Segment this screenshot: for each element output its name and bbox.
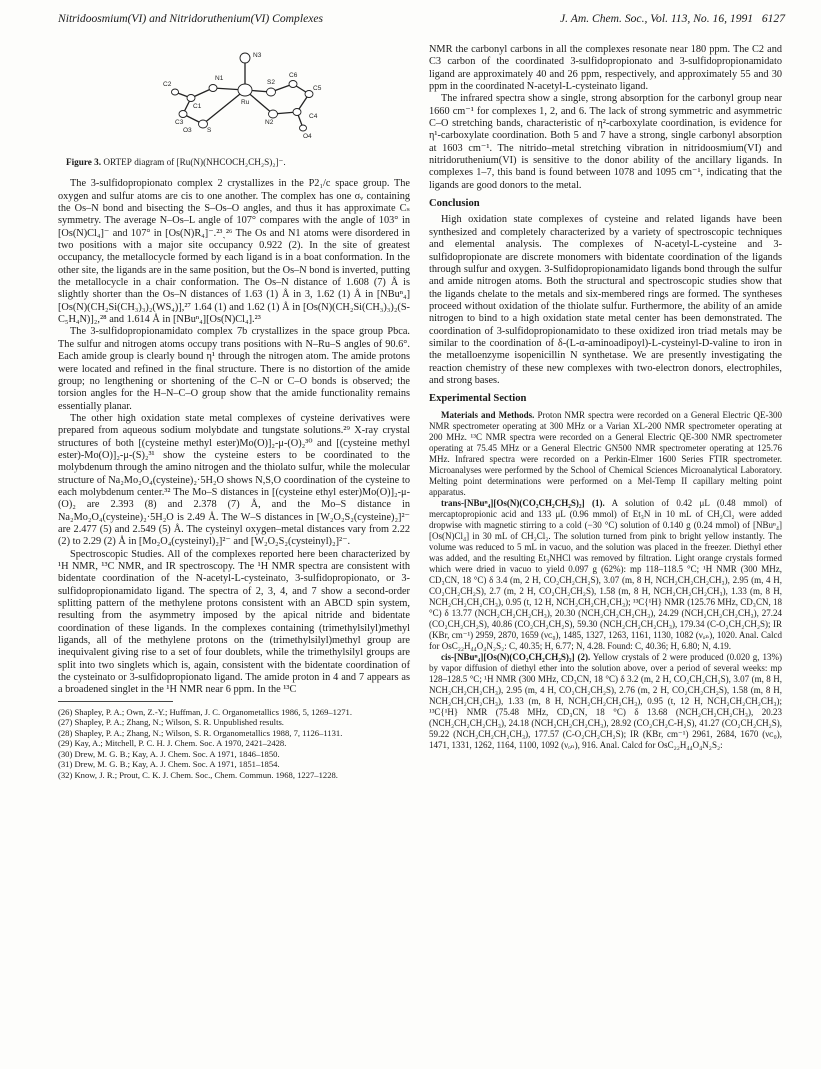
ortep-diagram	[153, 40, 323, 148]
caption-method: ORTEP	[103, 157, 132, 167]
paragraph: High oxidation state complexes of cysteine and related ligands have been synthesized and completely characterized by a variety of spectroscopic techniques and elemental analysis. The complexes of N-acetyl-L-cysteine and 3-sulfidopropionate are discrete monomers with bidentate coordination of the ligands through sulfur and oxygen. 3-Sulfidopropionamidato ligands bond through the sulfur and amide nitrogen atoms. Both the structural and spectroscopic studies show that the ligands chelate to the metals and six-membered rings are formed. The syntheses proceed without oxidation of the thiolate sulfur. Furthermore, the ability of an amide nitrogen to bind to a high oxidation state metal center has been demonstrated. The coordination of 3-sulfidopropionamidato to these oxidized iron triad metals may be similar to the coordination of δ-(L-α-aminoadipoyl)-L-cysteinyl-D-valine to iron in the metalloenzyme isopenicillin N synthetase. We are presently investigating the reaction chemistry of these new complexes with two-electron donors, electrophiles, and strong bases.	[429, 214, 782, 386]
atom-label: N1	[215, 75, 224, 82]
left-column	[58, 38, 410, 780]
paragraph: The infrared spectra show a single, strong absorption for the carbonyl group near 1660 cm⁻¹ for complexes 1, 2, and 6. The lack of strong symmetric and asymmetric C–O stretching bands, characteristic of η²-carboxylate coordination, is evidence for η¹-carboxylate coordination. Both 5 and 7 have a strong, single carbonyl absorption at 1603 cm⁻¹. The nitrido–metal stretching vibration in nitridoosmium(VI) and nitridoruthenium(VI) is sensitive to the donor ability of the ancillary ligands. In complexes 1–7, this band is found between 1078 and 1095 cm⁻¹, indicating that the ligands are good donors to the metal.	[429, 93, 782, 191]
atom-label: C5	[313, 85, 322, 92]
atom-label: C4	[309, 113, 318, 120]
section-heading-experimental: Experimental Section	[429, 393, 527, 405]
paragraph: NMR the carbonyl carbons in all the complexes resonate near 180 ppm. The C2 and C3 carbon of the coordinated 3-sulfidopropionato and 3-sulfidopropionamidato ligand are approximately 40 and 26 ppm, respectively, and approximately 55 and 30 ppm in the coordinated N-acetyl-L-cysteinato ligand.	[429, 44, 782, 93]
atom-label: O3	[183, 127, 192, 134]
paragraph-text: Yellow crystals of 2 were produced (0.020 g, 13%) by vapor diffusion of diethyl ether into the solution above, over a period of several weeks: mp 128–128.5 °C; ¹H NMR (300 MHz, CD₃CN, 18 °C) δ 3.2 (m, 2 H, CO₂CH₂CH₂S), 3.07 (m, 8 H, NCH₂CH₂CH₂CH₃), 2.95 (m, 4 H, CO₂CH₂CH₂S), 2.76 (m, 2 H, CO₂CH₂CH₂S), 1.58 (m, 8 H, NCH₂CH₂CH₂CH₃), 1.33 (m, 8 H, NCH₂CH₂CH₂CH₃), 0.95 (t, 12 H, NCH₂CH₂CH₂CH₃); ¹³C{¹H} NMR (75.48 MHz, CD₃CN, 18 °C) δ 13.68 (NCH₂CH₂CH₂CH₃), 20.23 (NCH₂CH₂CH₂CH₃), 24.18 (NCH₂CH₂CH₂CH₃), 28.92 (CO₂CH₂C-H₂S), 41.27 (CO₂CH₂CH₂S), 59.22 (NCH₂CH₂CH₂CH₃), 177.57 (C-O₂CH₂CH₂S); IR (KBr, cm⁻¹) 2961, 2684, 1670 (νᴄ₀), 1471, 1331, 1262, 1164, 1100, 1092 (νₒₙ), 916. Anal. Calcd for OsC₂₂H₄₄O₄N₂S₂:	[429, 651, 782, 750]
caption-label: Figure 3.	[66, 157, 102, 167]
reference-item: (32) Know, J. R.; Prout, C. K. J. Chem. Soc., Chem. Commun. 1968, 1227–1228.	[58, 769, 338, 780]
atom-label: C2	[163, 81, 172, 88]
reference-item: (27) Shapley, P. A.; Zhang, N.; Wilson, S. R. Unpublished results.	[58, 717, 284, 728]
caption-text: diagram of [Ru(N)(NHCOCH₂CH₂S)₂]⁻.	[134, 157, 286, 167]
atom-label: S2	[267, 79, 275, 86]
reference-item: (29) Kay, A.; Mitchell, P. C. H. J. Chem. Soc. A 1970, 2421–2428.	[58, 738, 287, 749]
atom-label: S	[207, 127, 212, 134]
paragraph: The 3-sulfidopropionamidato complex 7b crystallizes in the space group Pbca. The sulfur and nitrogen atoms occupy trans positions with N–Ru–S angles of 90.6°. Each amide group is clearly bound η¹ through the nitrogen atom. The amide protons were located and refined in the final structure. There is no distortion of the amide group; no lengthening or shortening of the C–N or C–O bonds is observed; the torsion angles for the H–N–C–O group show that the amide functionality remains essentially planar.	[58, 326, 410, 412]
paragraph: The 3-sulfidopropionato complex 2 crystallizes in the P2₁/c space group. The oxygen and sulfur atoms are cis to one another. The complex has one σᵥ containing the Os–N bond and bisecting the S–Os–O angles, and thus it has approximate Cₛ symmetry. The average N–Os–L angle of 107° compares with the angle of 103° in [Os(N)Cl₄]⁻ and 107° in [Os(N)R₄]⁻.²³ˏ²⁶ The Os and N1 atoms were disordered in two positions with a major site occupancy 0.922 (2). In the site of greatest occupancy, the metallocycle formed by each ligand is in a boat conformation. In the other site, the ligands are in the same position, but the Os–N bond is inverted, putting the metallocycle in a chair conformation. The Os–N distance of 1.608 (7) Å is slightly shorter than the Os–N distances of 1.63 (1) Å in 3, 1.62 (1) Å in [NBuⁿ₄][Os(N)(CH₂Si(CH₃)₃)₂(WS₄)],²⁷ 1.64 (1) and 1.62 (1) Å in [Os(N)(CH₂Si(CH₃)₃)₂(S-C₅H₄N)]₂,²⁸ and 1.614 Å in [NBuⁿ₄][Os(N)Cl₄].²³	[58, 178, 410, 326]
atom-label: N2	[265, 119, 274, 126]
reference-item: (31) Drew, M. G. B.; Kay, A. J. Chem. Soc. A 1971, 1851–1854.	[58, 759, 280, 770]
page-header	[58, 12, 785, 30]
right-column	[429, 44, 782, 751]
figure-ortep	[58, 40, 410, 150]
run-in-heading: cis-[NBuⁿ₄][Os(N)(CO₂CH₂CH₂S)₂] (2).	[441, 651, 591, 662]
section-heading-conclusion: Conclusion	[429, 198, 480, 210]
paragraph-text: A solution of 0.42 μL (0.48 mmol) of mercaptopropionic acid and 133 μL (0.96 mmol) of Et₃N in 10 mL of CH₂Cl₂ were added dropwise with magnetic stirring to a cold (−30 °C) solution of 0.140 g (0.24 mmol) of [NBuⁿ₄][Os(N)Cl₄] in 30 mL of CH₂Cl₂. The solution turned from pink to bright yellow instantly. The volume was reduced to 5 mL in vacuo, and the solution was placed in the freezer. Diethyl ether was added, and the resulting Et₃NHCl was removed by filtration. Light orange crystals formed which were dried in vacuo to yield 0.097 g (62%): mp 118–118.5 °C; ¹H NMR (300 MHz, CD₃CN, 18 °C) δ 3.4 (m, 2 H, CO₂CH₂CH₂S), 3.07 (m, 8 H, NCH₂CH₂CH₂CH₃), 2.95 (m, 4 H, CO₂CH₂CH₂S), 2.7 (m, 2 H, CO₂CH₂CH₂S), 1.58 (m, 8 H, NCH₂CH₂CH₂CH₃), 1.33 (m, 8 H, NCH₂CH₂CH₂CH₃), 0.95 (t, 12 H, NCH₂CH₂CH₂CH₃); ¹³C{¹H} NMR (125.76 MHz, CD₃CN, 18 °C) δ 13.77 (NCH₂CH₂CH₂CH₃), 20.30 (NCH₂CH₂CH₂CH₃), 24.29 (NCH₂CH₂CH₂CH₃), 27.24 (CO₂CH₂CH₂S), 40.86 (CO₂CH₂CH₂S), 59.30 (NCH₂CH₂CH₂CH₃), 179.34 (C-O₂CH₂CH₂S); IR (KBr, cm⁻¹) 2959, 2870, 1659 (νᴄ₀), 1485, 1327, 1263, 1161, 1130, 1082 (νₒₙ), 1020. Anal. Calcd for OsC₂₂H₄₄O₄N₂S₂: C, 40.35; H, 6.77; N, 4.28. Found: C, 40.36; H, 6.80; N, 4.19.	[429, 497, 782, 651]
paragraph: Spectroscopic Studies. All of the complexes reported here been characterized by ¹H NMR, ¹³C NMR, and IR spectroscopy. The ¹H NMR spectra are consistent with bidentate coordination of the N-acetyl-L-cysteinato, 3-sulfidopropionato, or 3-sulfidopropionamidato ligand. The spectra of 2, 3, 4, and 7 show a second-order splitting pattern of the methylene protons consistent with an ABCD spin system, resulting from the asymmetry imposed by the apical nitride and bidentate coordination of these ligands. In the complexes containing (trimethylsilyl)methyl ligands, all of the methylene protons on the (trimethylsilyl)methyl group are inequivalent giving rise to a set of four doublets, while the trimethylsilyl groups are split into two singlets which is, again, consistent with the bidentate coordination of the cysteinato or 3-sulfidopropionato ligand. The amide proton in 4 and 7 appears as a broadened singlet in the ¹H NMR near 6 ppm. In the ¹³C	[58, 548, 410, 696]
reference-item: (26) Shapley, P. A.; Own, Z.-Y.; Huffman, J. C. Organometallics 1986, 5, 1269–1271.	[58, 706, 352, 717]
journal-citation	[560, 12, 785, 25]
page-number: 6127	[761, 12, 785, 25]
atom-label: C3	[175, 119, 184, 126]
paragraph	[429, 498, 782, 652]
reference-item: (30) Drew, M. G. B.; Kay, A. J. Chem. Soc. A 1971, 1846–1850.	[58, 748, 280, 759]
journal-name: J. Am. Chem. Soc., Vol. 113, No. 16, 1991	[560, 12, 754, 25]
paragraph: The other high oxidation state metal complexes of cysteine derivatives were prepared from aqueous sodium molybdate and tungstate solutions.²⁹ X-ray crystal structures of both [(cysteine methyl ester)Mo(O)]₂-μ-(O)₂³⁰ and [(cysteine methyl ester)-Mo(O)]₂-μ-(S)₂³¹ show the cysteine esters to be coordinated to the molybdenum through the amino nitrogen and the thiolato sulfur, while the molecular structure of Na₂Mo₂O₄(cysteine)₂·5H₂O shows N,S,O coordination of the cysteine to each molybdenum center.³² The Mo–S distances in [(cysteine ethyl ester)Mo(O)]₂-μ-(O)₂ are 2.393 (8) and 2.378 (7) Å, and the Mo–S distance in Na₂Mo₂O₄(cysteine)₂·5H₂O is 2.49 Å. The W–S distances in [W₂O₂S₂(cysteine)₂]²⁻ are 2.477 (5) and 2.549 (5) Å. The cysteinyl oxygen–metal distances vary from 2.22 (2) to 2.29 (2) Å in [Mo₂O₄(cysteinyl)₂]²⁻ and [W₂O₂S₂(cysteinyl)₂]²⁻.	[58, 412, 410, 548]
atom-label: N3	[253, 52, 262, 59]
run-in-heading: trans-[NBuⁿ₄][Os(N)(CO₂CH₂CH₂S)₂] (1).	[441, 497, 605, 508]
run-in-heading: Materials and Methods.	[441, 409, 535, 420]
atom-label: C6	[289, 72, 298, 79]
atom-label: C1	[193, 103, 202, 110]
reference-item: (28) Shapley, P. A.; Zhang, N.; Wilson, S. R. Organometallics 1988, 7, 1126–1131.	[58, 727, 343, 738]
atom-label: O4	[303, 133, 312, 140]
paragraph	[429, 652, 782, 751]
atom-label: Ru	[241, 99, 250, 106]
figure-caption	[66, 156, 410, 168]
paragraph-text: Proton NMR spectra were recorded on a General Electric QE-300 NMR spectrometer operating at 300 MHz or a Varian XL-200 NMR spectrometer operating at 200 MHz. ¹³C NMR spectra were recorded on a General Electric QE-300 NMR spectrometer operating at 75.45 MHz or a General Electric GN500 NMR spectrometer operating at 125.76 MHz. Infrared spectra were recorded on a Perkin-Elmer 1600 Series FTIR spectrometer. Microanalyses were performed by the School of Chemical Sciences Microanalytical Laboratory. Melting point determinations were performed on a Mel-Temp II capillary melting point apparatus.	[429, 409, 783, 497]
reference-list	[58, 707, 410, 781]
running-title: Nitridoosmium(VI) and Nitridoruthenium(VI) Complexes	[58, 12, 324, 25]
paragraph	[429, 410, 782, 498]
